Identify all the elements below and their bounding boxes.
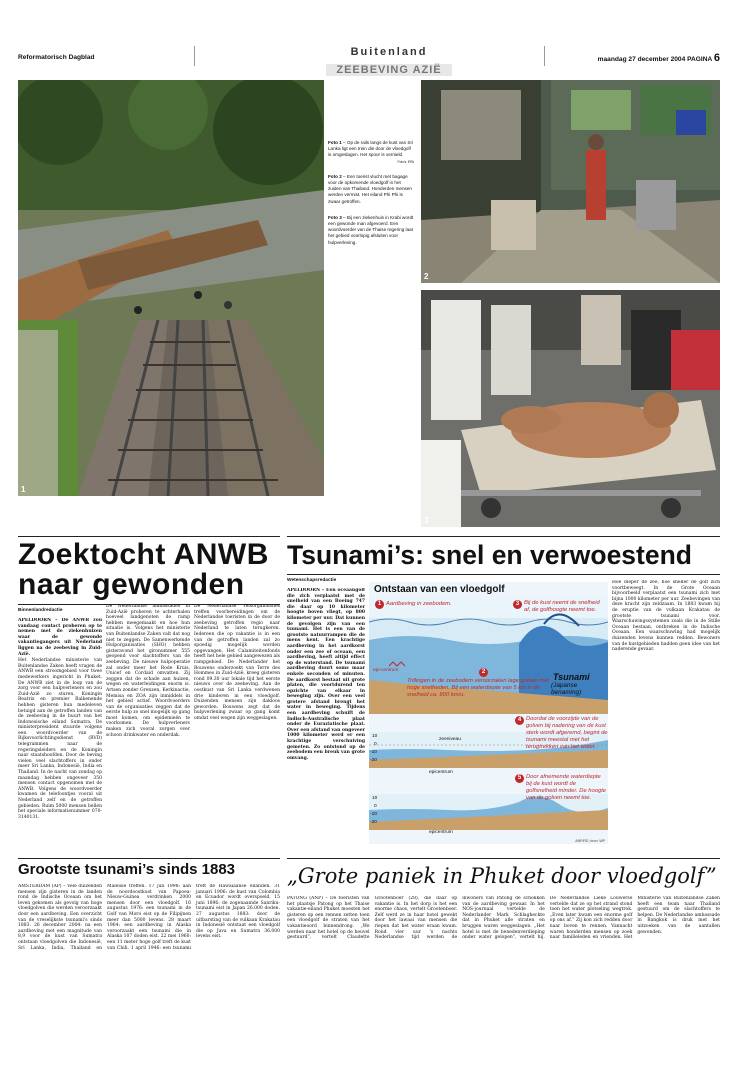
photo-number: 1 — [21, 485, 26, 494]
epicentrum-label: epicentrum — [429, 770, 453, 775]
article-text: PATONG (ANP) – De toeristen van het plaatsje Patong op het Thaise vakantie-eiland Phuket moesten het gisteren op een rennen zetten toen een vloedgolf de straten van het vakantieoord binnendrong. „We werden naar het hotel op de heuvel gestuurd”, vertelt Claudette Grootenboer (28), die daar op vakantie is. In het dorp is het een enorme chaos, vertelt Grootenboer. Zelf werd ze in haar hotel gewekt door het lawaai van mensen die riepen dat het water eraan kwam. Rond vier uur 's nachts Nederlandse tijd werden de inwoners van Patong de schokken van de aardbeving gewaar. In het NOS-journaal vertelde de Nederlander Mark Schlagheckte dat in Phuket alle straten en bruggen waren weggeslagen. „Het hotel is met de benedenverdieping onder water gelopen”, vertelt hij. De Nederlandse Lieke Louwerse vertelde dat ze op het strand stond toen het water plotseling wegtrok. „Even later kwam een enorme golf op ons af.” Zij kon zich redden door naar boven te rennen. Vannacht waren honderden mensen op zoek naar familieleden en vrienden. Het Ministerie van Buitenlandse Zaken heeft een team naar Thailand gestuurd om de slachtoffers te helpen. De Nederlandse ambassade in Bangkok is druk met het uitzoeken van de aantallen gewonden. — [287, 896, 720, 941]
section-title: Buitenland — [350, 46, 428, 58]
axis-tick: -10 — [370, 750, 377, 755]
caption-2: Foto 2 – Een toerist vlucht met bagage voor de opkomende vloedgolf in het zuiden van Thailand. Honderden mensen werden vermist. Het eiland Phi Phi is zwaar getroffen. — [328, 173, 412, 204]
photo-train-wreck — [18, 80, 324, 496]
step-number: 5 — [515, 774, 524, 783]
axis-tick: 0 — [374, 742, 377, 747]
step-label: Trillingen in de zeebodem veroorzaken lage golven met hoge snelheden. Bij een waterdiepte van 5 km is de snelheid ca. 800 km/u. — [407, 678, 549, 698]
step-label: Bij de kust neemt de snelheid af, de golfhoogte neemt toe. — [524, 600, 600, 613]
date-page — [598, 52, 720, 64]
axis-tick: -20 — [370, 820, 377, 825]
byline-left: Binnenlandredactie — [18, 608, 63, 613]
rule — [18, 536, 280, 537]
axis-tick: 0 — [374, 804, 377, 809]
epicentrum-label: epicentrum — [429, 830, 453, 835]
axis-tick: -20 — [370, 758, 377, 763]
photo-injured-man — [421, 290, 720, 527]
rule — [287, 536, 720, 537]
headline-phuket: „Grote paniek in Phuket door vloedgolf” — [287, 864, 717, 888]
article-text: De Nederlandse reisorganisaties treffen voorbereidingen om de Nederlandse toeristen in de door de zeebeving getroffen regio naar Nederland te laten terugkeren. Iedereen die op vakantie is in een van de getroffen landen zal zo spoedig mogelijk worden opgevangen. Het Calamiteitenfonds heeft het hele gebied aangewezen als rampgebied. De Nederlander het Bouwens onderzoekt van Terre des Hommes in Zuid-Azië, kreeg gisteren rond 09.30 uur lokale tijd het eerste nieuws over de zeebeving. Aan de oostkust van Sri Lanka verdwenen drie kinderen in een vloedgolf. Duizenden mensen zijn dakloos geworden. Bouwens zegt dat de hulpverlening zwaar op gang komt omdat veel wegen zijn weggeslagen. — [194, 604, 280, 721]
article-text: APELDOORN – Een oceaangolf die zich verplaatst met de snelheid van een Boeing 747 die daar op 10 kilometer hoogte boven vliegt, op 800 kilometer per uur. Dat kunnen de gevolgen zijn van een tsunami. Het is een van de grootste natuurrampen die de mens kent. Een krachtige aardbeving in het aardkorst onder een zee of oceaan, een aardbeving, heeft altijd effect op de waterstand. De tsunami aardbeving duurt soms maar enkele seconden of minuten. De aardkorst bestaat uit grote platen, die voortdurend ten opzichte van elkaar in beweging zijn. Over een veel grotere afstand brengt het water in beweging. Tijdens een aardbeving schuift de Indisch-Australische plaat onder de Euraziatische plaat. Over een afstand van ongeveer 1000 kilometer werd er een krachtige verschuiving gemeten. Zo ontstond op de zeebodem een breuk van grote omvang. — [287, 588, 365, 761]
photo-captions — [328, 140, 414, 256]
step-label: Doordat de voorzijde van de golven bij nadering van de kust sterk wordt afgeremd, begint de tsunami meestal met het terugtrekken van het water. — [526, 716, 608, 750]
infographic-title: Ontstaan van een vloedgolf — [374, 584, 505, 595]
article-lead: APELDOORN – De ANWB zou vandaag contact proberen op te nemen met de ziekenhuizen waar de gewonde vakantiegangers uit Nederland liggen na de zeebeving in Zuid-Azië. — [18, 618, 102, 657]
rule — [18, 858, 280, 859]
article-column — [106, 604, 190, 852]
article-text: De Nederlandse ambassades in Zuid-Azië proberen te achterhalen hoeveel landgenoten de ramp hebben meegemaakt en hoe hun situatie is. Volgens het ministerie van Buitenlandse Zaken valt dat nog niet te zeggen. De Samenwerkende Hulporganisaties (SHO) hebben gisteravond het gironummer 555 geopend voor slachtoffers van de zeebeving. De nieuwe hulpoperatie zal onder meer het Rode Kruis, Unicef en Cordaid omvatten. Zij zeggen dat de schade aan huizen, wegen en waterleidingen enorm is. Artsen zonder Grenzen, Kerkinactie, Memisa en ZOA zijn inmiddels in het gebied actief. Woordvoerders van de organisaties zeggen dat de eerste hulp zo snel mogelijk op gang moet komen, om epidemieën te voorkomen. De hulpverleners maken zich vooral zorgen over schoon drinkwater en onderdak. — [106, 604, 190, 738]
article-text: AMSTERDAM (AP) – Vele duizenden mensen zijn gisteren in de landen rond de Indische Oceaan om het leven gekomen als gevolg van hoge vloedgolven die werden veroorzaakt door een aardbeving. Een overzicht van de vreselijkste tsunami's sinds 1883. 26 december 2004: na een aardbeving met een magnitude van 8,9 voor de kust van Sumatra ontstaan vloedgolven die Indonesië, Sri Lanka, India, Thailand en Maleisië treffen. 17 juli 1998: aan de noordoostkust van Papoea-Nieuw-Guinea verdrinken 2000 mensen door een vloedgolf. 16 augustus 1976: een tsunami in de Golf van Moro eist op de Filipijnen meer dan 5000 levens. 28 maart 1964: een aardbeving in Alaska veroorzaakt een tsunami die in Alaska 107 doden eist. 22 mei 1960: een 11 meter hoge golf treft de kust van Chili. 1 april 1946: een tsunami treft de Hawaïaanse eilanden. 31 januari 1906: de kust van Colombia en Ecuador wordt overspoeld. 15 juni 1896: de zogenaamde Sanriku-tsunami eist in Japan 26.000 doden. 27 augustus 1883: door de uitbarsting van de vulkaan Krakatau in Indonesië ontstaat een vloedgolf die op Java en Sumatra 36.000 levens eist. — [18, 884, 280, 951]
article-column — [612, 580, 720, 850]
sea-level-label: zeeniveau — [439, 737, 461, 742]
photo-number: 2 — [424, 272, 429, 281]
headline-tsunamis-1883: Grootste tsunami’s sinds 1883 — [18, 861, 236, 878]
axis-tick: 10 — [372, 734, 378, 739]
step-number: 1 — [375, 600, 384, 609]
step-number: 3 — [513, 600, 522, 609]
rule — [287, 574, 720, 575]
newspaper-name: Reformatorisch Dagblad — [18, 54, 95, 61]
article-text: Het Nederlandse ministerie van Buitenlandse Zaken heeft vragen de ANWB een stroomgebied voor twee medewerkers ingericht in Phuket. De ANWB ziet in de loop van de zorg voor een hulpverleners en zou Zuid-Azië zo sturen. Koningin Beatrix en premier Balkenende hebben gisteren hun medeleven betuigd aan de getroffen landen van de zeebeving in de buurt van het Indonesische eiland Sumatra. De ministerpresident stuurde volgens een woordvoerder van de Rijksvoorlichtingsdienst (RVD) telegrammen naar de regeringsleiders en de Koningin naar staatshoofden. Door de beving vielen veel slachtoffers in onder meer Sri Lanka, Indonesië, India en Thailand. In de nacht van zondag op maandag hebben ongeveer 350 mensen contact opgenomen met de ANWB. Volgens de woordvoerder kwamen de telefoontjes vooral uit Nederland zelf en de getroffen gebieden. Ruim 5000 mensen bellen het speciale informatienummer 070-3140131. — [18, 658, 102, 820]
step-number: 2 — [479, 668, 488, 677]
caption-3: Foto 3 – Bij een ziekenhuis in Krabi wordt een gewonde man afgevoerd. Een woordvoerder van de Thaise regering laat het gebied voorlopig afsluiten voor hulpverlening. — [328, 214, 414, 245]
epicentrum-label: epi-centrum — [373, 668, 399, 673]
tsunami-subtitle: (Japanse benaming) — [551, 682, 582, 696]
axis-tick: -10 — [370, 812, 377, 817]
masthead-divider — [194, 46, 195, 66]
article-tsunamis-list — [18, 884, 280, 1052]
step-number: 4 — [515, 716, 524, 725]
issue-date: maandag 27 december 2004 — [597, 56, 686, 63]
rule — [287, 858, 720, 859]
article-column — [18, 618, 102, 850]
article-column — [287, 588, 365, 850]
tsunami-title: Tsunami — [553, 672, 590, 682]
byline-right: Wetenschapsredactie — [287, 578, 337, 583]
infographic-tsunami — [369, 582, 608, 844]
headline-anwb: Zoektocht ANWB naar gewonden — [18, 538, 269, 601]
subsection-title: ZEEBEVING AZIË — [326, 64, 451, 76]
caption-1: Foto 1 – Op de rails langs de kust van Sri Lanka ligt een trein die door de vloedgolf is omgeslagen. Het spoor is vernield. Foto's: EPA — [328, 140, 414, 164]
masthead — [18, 46, 720, 76]
photo-flooded-street — [421, 80, 720, 283]
page-label: PAGINA — [687, 56, 713, 63]
article-text: Hoe dieper de zee, hoe sneller de golf zich voortbeweegt. In de Grote Oceaan bijvoorbeeld verplaatst een tsunami zich met bijna 1000 kilometer per uur. Zeebevingen van deze kracht zijn zeldzaam. In 1883 kwam bij de eruptie van de vulkaan Krakatau de grootste tsunami voor. Waarschuwingssystemen zoals die in de Stille Oceaan bestaan, ontbreken in de Indische Oceaan. Een waarschuwing had mogelijk duizenden levens kunnen redden. Bewoners van de kustgebieden hadden geen idee van het naderende gevaar. — [612, 580, 720, 653]
infographic-credit: ANP/RD, bron: WP — [575, 839, 605, 843]
section-header — [248, 46, 530, 77]
page-number: 6 — [713, 52, 720, 64]
headline-tsunami: Tsunami’s: snel en verwoestend — [287, 540, 692, 570]
caption-credit: Foto's: EPA — [397, 159, 414, 164]
step-label: Aardbeving in zeebodem. — [386, 601, 452, 607]
article-phuket — [287, 896, 720, 1052]
photo-number: 3 — [424, 516, 429, 525]
step-label: Door afnemende waterdiepte bij de kust wordt de golfsnelheid minder. De hoogte van de golven neemt toe. — [526, 774, 607, 801]
axis-tick: 10 — [372, 796, 378, 801]
article-column — [194, 604, 280, 852]
masthead-divider — [544, 46, 545, 66]
